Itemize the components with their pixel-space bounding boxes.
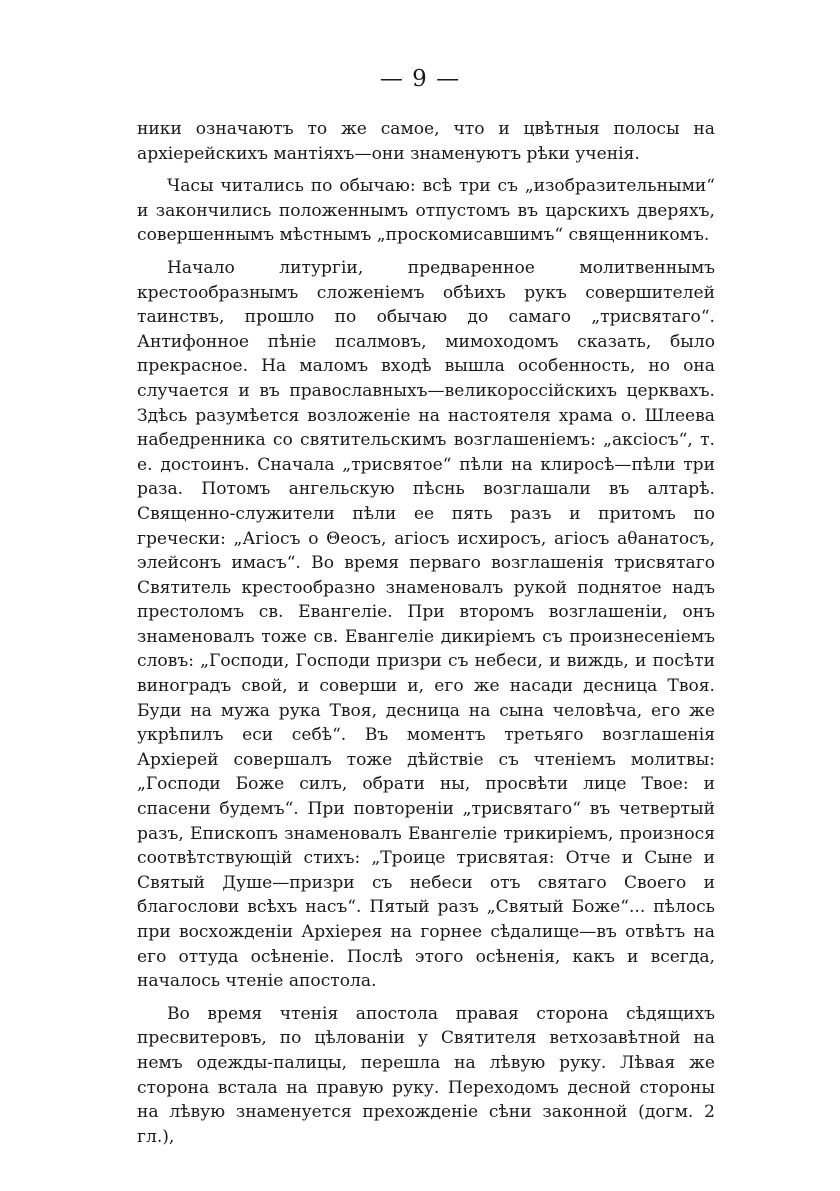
paragraph-1: ники означаютъ то же самое, что и цвѣтныя полосы на архіерейскихъ мантіяхъ—они знаменуютъ рѣки ученія. xyxy=(137,119,715,164)
paragraph-2: Часы читались по обычаю: всѣ три съ „изобразительными“ и закончились положеннымъ отпустомъ въ царскихъ дверяхъ, совершеннымъ мѣстнымъ „проскомисавшимъ“ священникомъ. xyxy=(137,176,715,246)
page-text xyxy=(137,117,715,1149)
paragraph-3: Начало литургіи, предваренное молитвеннымъ крестообразнымъ сложеніемъ обѣихъ рукъ совершителей таинствъ, прошло по обычаю до самаго „трисвятаго“. Антифонное пѣніе псалмовъ, мимоходомъ сказать, было прекрасное. На маломъ входѣ вышла особенность, но она случается и въ православныхъ—великороссійскихъ церквахъ. Здѣсь разумѣется возложеніе на настоятеля храма о. Шлеева набедренника со святительскимъ возглашеніемъ: „аксіосъ“, т. е. достоинъ. Сначала „трисвятое“ пѣли на клиросѣ—пѣли три раза. Потомъ ангельскую пѣснь возглашали въ алтарѣ. Священно-служители пѣли ее пять разъ и притомъ по гречески: „Агіосъ о Θеосъ, агіосъ исхиросъ, агіосъ аθанатосъ, элейсонъ имасъ“. Во время перваго возглашенія трисвятаго Святитель крестообразно знаменовалъ рукой поднятое надъ престоломъ св. Евангеліе. При второмъ возглашеніи, онъ знаменовалъ тоже св. Евангеліе дикиріемъ съ произнесеніемъ словъ: „Господи, Господи призри съ небеси, и виждь, и посѣти виноградъ свой, и соверши и, его же насади десница Твоя. Буди на мужа рука Твоя, десница на сына человѣча, его же укрѣпилъ еси себѣ“. Въ моментъ третьяго возглашенія Архіерей совершалъ тоже дѣйствіе съ чтеніемъ молитвы: „Господи Боже силъ, обрати ны, просвѣти лице Твое: и спасени будемъ“. При повтореніи „трисвятаго“ въ четвертый разъ, Епископъ знаменовалъ Евангеліе трикиріемъ, произнося соотвѣтствующій стихъ: „Троице трисвятая: Отче и Сыне и Святый Душе—призри съ небеси отъ святаго Своего и благослови всѣхъ насъ“. Пятый разъ „Святый Боже“... пѣлось при восхожденіи Архіерея на горнее сѣдалище—въ отвѣтъ на его оттуда осѣненіе. Послѣ этого осѣненія, какъ и всегда, началось чтеніе апостола. xyxy=(137,257,715,992)
paragraph-4: Во время чтенія апостола правая сторона сѣдящихъ пресвитеровъ, по цѣлованіи у Святителя ветхозавѣтной на немъ одежды-палицы, перешла на лѣвую руку. Лѣвая же сторона встала на правую руку. Переходомъ десной стороны на лѣвую знаменуется прехожденіе сѣни законной (догм. 2 гл.), xyxy=(137,1003,715,1147)
page-number: — 9 — xyxy=(379,66,461,92)
